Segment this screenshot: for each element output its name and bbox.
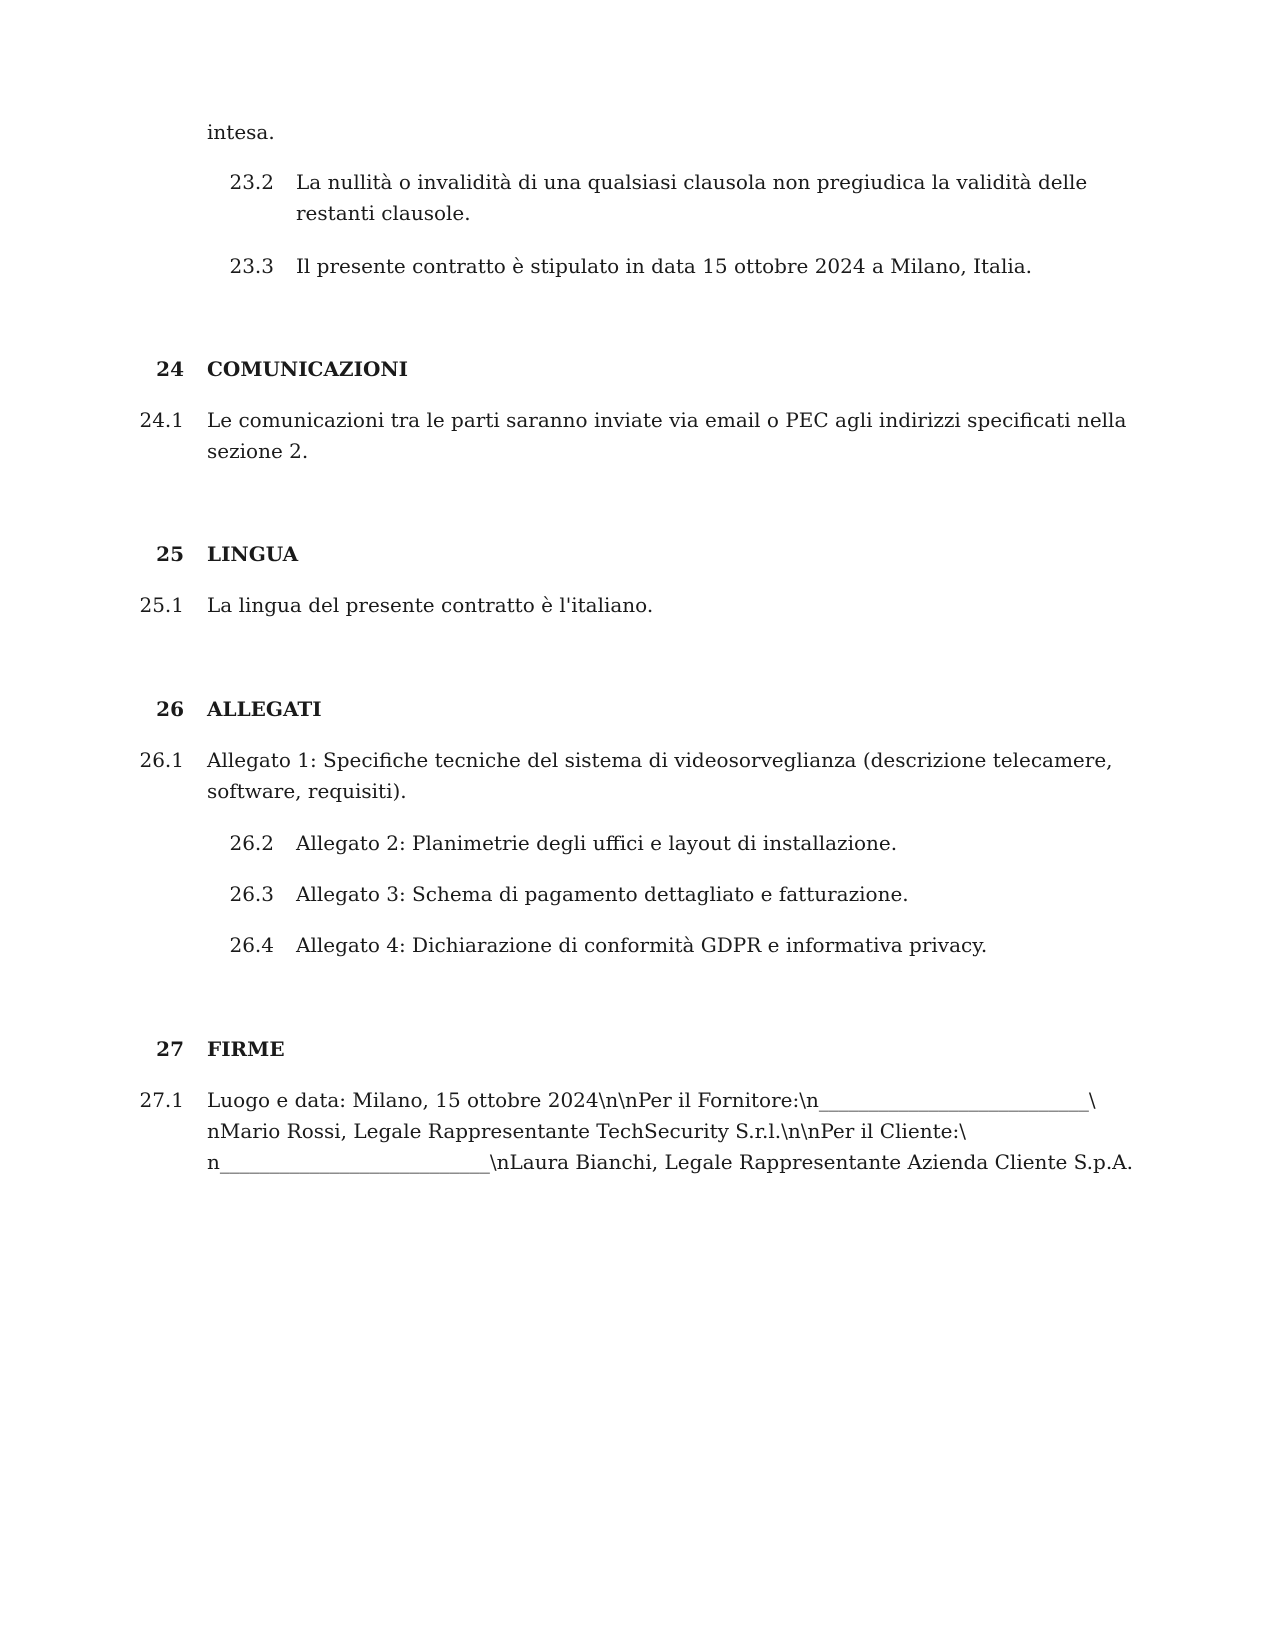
clause-number-26-2: 26.2 [229, 831, 274, 855]
clause-line: La lingua del presente contratto è l'italiano. [207, 593, 654, 617]
clause-line: Il presente contratto è stipulato in data 15 ottobre 2024 a Milano, Italia. [296, 254, 1033, 278]
section-title-25: LINGUA [207, 542, 299, 566]
clause-number-26-1: 26.1 [139, 748, 184, 772]
section-title-27: FIRME [207, 1037, 285, 1061]
clause-number-23-2: 23.2 [229, 170, 274, 194]
clause-text-26-2: Allegato 2: Planimetrie degli uffici e layout di installazione. [296, 831, 898, 855]
clause-text-23-3 [296, 251, 1096, 282]
section-title-26: ALLEGATI [207, 697, 322, 721]
clause-number-25-1: 25.1 [139, 593, 184, 617]
clause-continuation: intesa. [207, 120, 275, 144]
clause-line: Luogo e data: Milano, 15 ottobre 2024\n\nPer il Fornitore:\n___________________________\ [207, 1088, 1096, 1112]
clause-line: restanti clausole. [296, 201, 471, 225]
clause-text-26-1 [207, 745, 1113, 807]
clause-line: sezione 2. [207, 439, 309, 463]
section-number-27: 27 [156, 1037, 184, 1061]
clause-number-24-1: 24.1 [139, 408, 184, 432]
clause-number-23-3: 23.3 [229, 254, 274, 278]
clause-line: n___________________________\nLaura Bianchi, Legale Rappresentante Azienda Cliente S.p.A. [207, 1150, 1133, 1174]
clause-text-26-4: Allegato 4: Dichiarazione di conformità GDPR e informativa privacy. [296, 933, 988, 957]
clause-line: nMario Rossi, Legale Rappresentante TechSecurity S.r.l.\n\nPer il Cliente:\ [207, 1119, 966, 1143]
clause-text-23-2 [296, 167, 1096, 229]
clause-number-26-3: 26.3 [229, 882, 274, 906]
clause-text-27-1 [207, 1085, 1133, 1178]
section-number-25: 25 [156, 542, 184, 566]
clause-line: software, requisiti). [207, 779, 407, 803]
section-title-24: COMUNICAZIONI [207, 357, 409, 381]
section-number-26: 26 [156, 697, 184, 721]
clause-line: Allegato 1: Specifiche tecniche del sistema di videosorveglianza (descrizione telecamere, [207, 748, 1113, 772]
clause-line: La nullità o invalidità di una qualsiasi clausola non pregiudica la validità delle [296, 170, 1088, 194]
clause-number-26-4: 26.4 [229, 933, 274, 957]
clause-text-25-1 [207, 590, 1087, 621]
clause-line: Le comunicazioni tra le parti saranno inviate via email o PEC agli indirizzi specificati nella [207, 408, 1127, 432]
clause-number-27-1: 27.1 [139, 1088, 184, 1112]
clause-text-26-3: Allegato 3: Schema di pagamento dettagliato e fatturazione. [296, 882, 909, 906]
section-number-24: 24 [156, 357, 184, 381]
clause-text-24-1 [207, 405, 1127, 467]
